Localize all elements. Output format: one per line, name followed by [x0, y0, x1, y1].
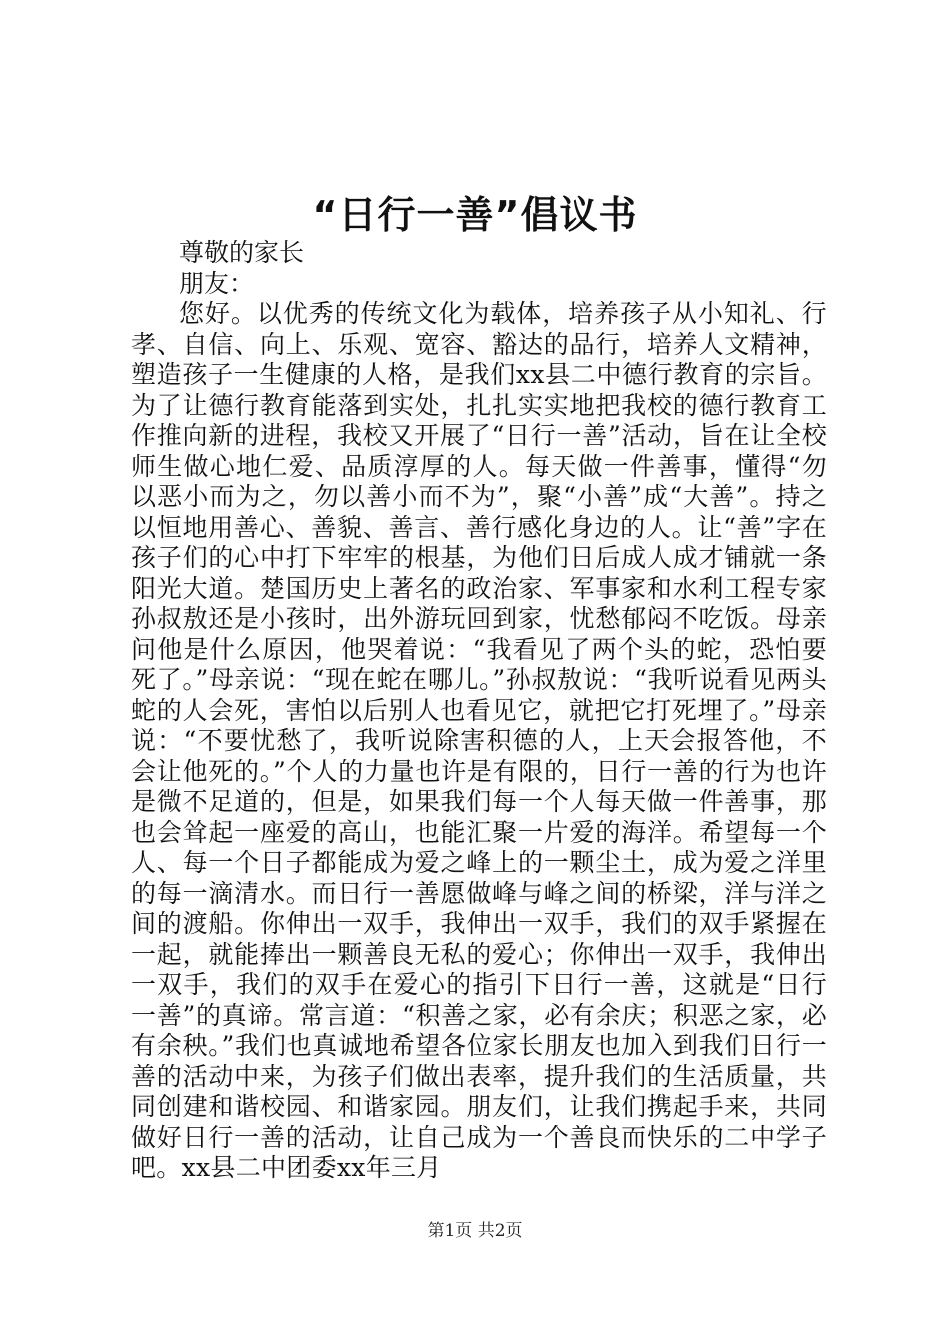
salutation-line-1: 尊敬的家长 [179, 238, 305, 267]
page-footer: 第1页 共2页 [427, 1221, 523, 1241]
document-body: 您好。以优秀的传统文化为载体，培养孩子从小知礼、行孝、自信、向上、乐观、宽容、豁达的品行，培养人文精神，塑造孩子一生健康的人格，是我们xx县二中德行教育的宗旨。为了让德行教育能落到实处，扎扎实实地把我校的德行教育工作推向新的进程，我校又开展了“日行一善”活动，旨在让全校师生做心地仁爱、品质淳厚的人。每天做一件善事，懂得“勿以恶小而为之，勿以善小而不为”，聚“小善”成“大善”。持之以恒地用善心、善貌、善言、善行感化身边的人。让“善”字在孩子们的心中打下牢牢的根基，为他们日后成人成才铺就一条阳光大道。楚国历史上著名的政治家、军事家和水利工程专家孙叔敖还是小孩时，出外游玩回到家，忧愁郁闷不吃饭。母亲问他是什么原因，他哭着说：“我看见了两个头的蛇，恐怕要死了。”母亲说：“现在蛇在哪儿。”孙叔敖说：“我听说看见两头蛇的人会死，害怕以后别人也看见它，就把它打死埋了。”母亲说：“不要忧愁了，我听说除害积德的人，上天会报答他，不会让他死的。”个人的力量也许是有限的，日行一善的行为也许是微不足道的，但是，如果我们每一个人每天做一件善事，那也会耸起一座爱的高山，也能汇聚一片爱的海洋。希望每一个人、每一个日子都能成为爱之峰上的一颗尘土，成为爱之洋里的每一滴清水。而日行一善愿做峰与峰之间的桥梁，洋与洋之间的渡船。你伸出一双手，我伸出一双手，我们的双手紧握在一起，就能捧出一颗善良无私的爱心；你伸出一双手，我伸出一双手，我们的双手在爱心的指引下日行一善，这就是“日行一善”的真谛。常言道：“积善之家，必有余庆；积恶之家，必有余秧。”我们也真诚地希望各位家长朋友也加入到我们日行一善的活动中来，为孩子们做出表率，提升我们的生活质量，共同创建和谐校园、和谐家园。朋友们，让我们携起手来，共同做好日行一善的活动，让自己成为一个善良而快乐的二中学子吧。xx县二中团委xx年三月 [131, 299, 827, 1182]
document-title: “日行一善”倡议书 [312, 193, 638, 237]
document-content [131, 238, 827, 1184]
salutation-line-2: 朋友： [179, 268, 255, 298]
